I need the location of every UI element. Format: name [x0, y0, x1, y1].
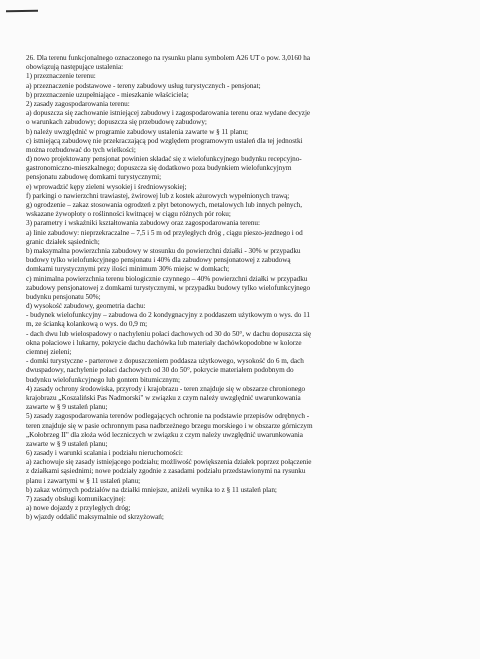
document-line: g) ogrodzenie – zakaz stosowania ogrodzeń z płyt betonowych, metalowych lub innych pełnych,: [26, 201, 303, 209]
document-line: 6) zasady i warunki scalania i podziału nieruchomości:: [26, 449, 183, 458]
document-line: dwuspadowy, nachylenie połaci dachowych od 30 do 50°, pokrycie materiałem podobnym do: [26, 366, 294, 375]
document-line: a) dopuszcza się zachowanie istniejącej zabudowy i zagospodarowania terenu oraz wydane decyzje: [26, 109, 311, 118]
document-line: 26. Dla terenu funkcjonalnego oznaczonego na rysunku planu symbolem A26 UT o pow. 3,0160 ha: [26, 54, 311, 62]
document-body: [26, 54, 450, 523]
document-line: 1) przeznaczenie terenu:: [26, 72, 96, 81]
document-line: a) linie zabudowy: nieprzekraczalne – 7,5 i 5 m od przyległych dróg , ciągu pieszo-jezdnego i od: [26, 228, 303, 237]
document-line: c) minimalna powierzchnia terenu biologicznie czynnego – 40% powierzchni działki w przypadku: [26, 274, 308, 283]
document-line: m, ze ścianką kolankową o wys. do 0,9 m;: [26, 320, 148, 329]
document-line: zabudowy pensjonatowej z domkami turystycznymi, w przypadku budowy tylko wielofunkcyjnego: [26, 283, 311, 292]
document-line: „Kołobrzeg II" dla złoża wód leczniczych w związku z czym należy uwzględnić uwarunkowania: [26, 430, 303, 439]
document-line: obowiązują następujące ustalenia:: [26, 63, 124, 72]
document-line: a) przeznaczenie podstawowe - tereny zabudowy usług turystycznych - pensjonat;: [26, 81, 261, 90]
document-line: z działkami sąsiednimi; nowe podziały zgodnie z zasadami podziału przedstawionymi na rysunku: [26, 467, 306, 476]
document-line: 5) zasady zagospodarowania terenów podlegających ochronie na podstawie przepisów odrębnych -: [26, 412, 310, 421]
document-line: b) należy uwzględnić w programie zabudowy ustalenia zawarte w § 11 planu;: [26, 127, 249, 136]
document-line: zawarte w § 9 ustaleń planu;: [26, 439, 108, 448]
document-line: domkami turystycznymi przy ilości minimum 30% miejsc w domkach;: [26, 265, 230, 274]
document-line: teren znajduje się w pasie ochronnym pasa nadbrzeżnego brzegu morskiego i w obszarze górniczym: [26, 421, 313, 430]
document-line: granic działek sąsiednich;: [26, 237, 100, 246]
document-line: d) wysokość zabudowy, geometria dachu:: [26, 302, 146, 311]
document-line: b) przeznaczenie uzupełniające - mieszkanie właściciela;: [26, 90, 189, 99]
document-line: - dach dwu lub wielospadowy o nachyleniu połaci dachowych od 30 do 50°, w dachu dopuszcza się: [26, 329, 312, 338]
document-line: gastronomiczno-mieszkalnego; dopuszcza się dodatkowo poza budynkiem wielofunkcyjnym: [26, 164, 292, 173]
document-line: wskazane żywopłoty o roślinności kwitnącej w ciągu różnych pór roku;: [26, 210, 231, 219]
document-line: a) nowe dojazdy z przyległych dróg;: [26, 504, 131, 513]
document-line: można rozbudować do tych wielkości;: [26, 145, 136, 154]
document-line: okna połaciowe i lukarny, pokrycie dachu dachówka lub materiały dachówkopodobne w kolorze: [26, 338, 302, 347]
document-line: budynku pensjonatu 50%;: [26, 292, 101, 301]
document-line: budynku wielofunkcyjnego lub gontem bitumicznym;: [26, 375, 180, 384]
document-line: 4) zasady ochrony środowiska, przyrody i krajobrazu - teren znajduje się w obszarze chronionego: [26, 384, 306, 393]
document-line: planu i zawartymi w § 11 ustaleń planu;: [26, 476, 141, 485]
document-line: - domki turystyczne - parterowe z dopuszczeniem poddasza użytkowego, wysokość do 6 m, dach: [26, 357, 304, 366]
document-line: budowy tylko wielofunkcyjnego pensjonatu i 40% dla zabudowy pensjonatowej z zabudową: [26, 256, 291, 265]
document-line: c) istniejącą zabudowę nie przekraczającą pod względem programowym ustaleń dla tej jednostki: [26, 136, 303, 145]
document-line: 3) parametry i wskaźniki kształtowania zabudowy oraz zagospodarowania terenu:: [26, 219, 260, 228]
document-line: krajobrazu „Koszaliński Pas Nadmorski" w związku z czym należy uwzględnić uwarunkowania: [26, 393, 301, 402]
document-line: e) wprowadzić kępy zieleni wysokiej i średniowysokiej;: [26, 182, 187, 191]
document-line: b) maksymalna powierzchnia zabudowy w stosunku do powierzchni działki - 30% w przypadku: [26, 246, 301, 255]
document-line: 7) zasady obsługi komunikacyjnej:: [26, 495, 126, 503]
document-line: b) zakaz wtórnych podziałów na działki mniejsze, aniżeli wynika to z § 11 ustaleń plan;: [26, 485, 277, 494]
document-line: f) parkingi o nawierzchni trawiastej, żwirowej lub z kostek ażurowych wypełnionych trawą;: [26, 191, 290, 200]
document-line: pensjonatu zabudowę domkami turystycznymi;: [26, 173, 162, 182]
document-line: a) zachowuje się zasady istniejącego podziału; możliwość powiększenia działek poprzez połączenie: [26, 458, 312, 467]
document-line: zawarte w § 9 ustaleń planu;: [26, 403, 108, 412]
document-line: b) wjazdy oddalić maksymalnie od skrzyżowań;: [26, 513, 164, 522]
document-line: - budynek wielofunkcyjny – zabudowa do 2 kondygnacyjny z poddaszem użytkowym o wys. do 11: [26, 311, 311, 320]
document-line: ciemnej zieleni;: [26, 348, 72, 356]
document-line: d) nowo projektowany pensjonat powinien składać się z wielofunkcyjnego budynku recepcyjno-: [26, 155, 302, 164]
document-line: o warunkach zabudowy; dopuszcza się przebudowę zabudowy;: [26, 118, 207, 127]
document-line: 2) zasady zagospodarowania terenu:: [26, 99, 130, 108]
corner-pen-mark: [6, 10, 38, 13]
